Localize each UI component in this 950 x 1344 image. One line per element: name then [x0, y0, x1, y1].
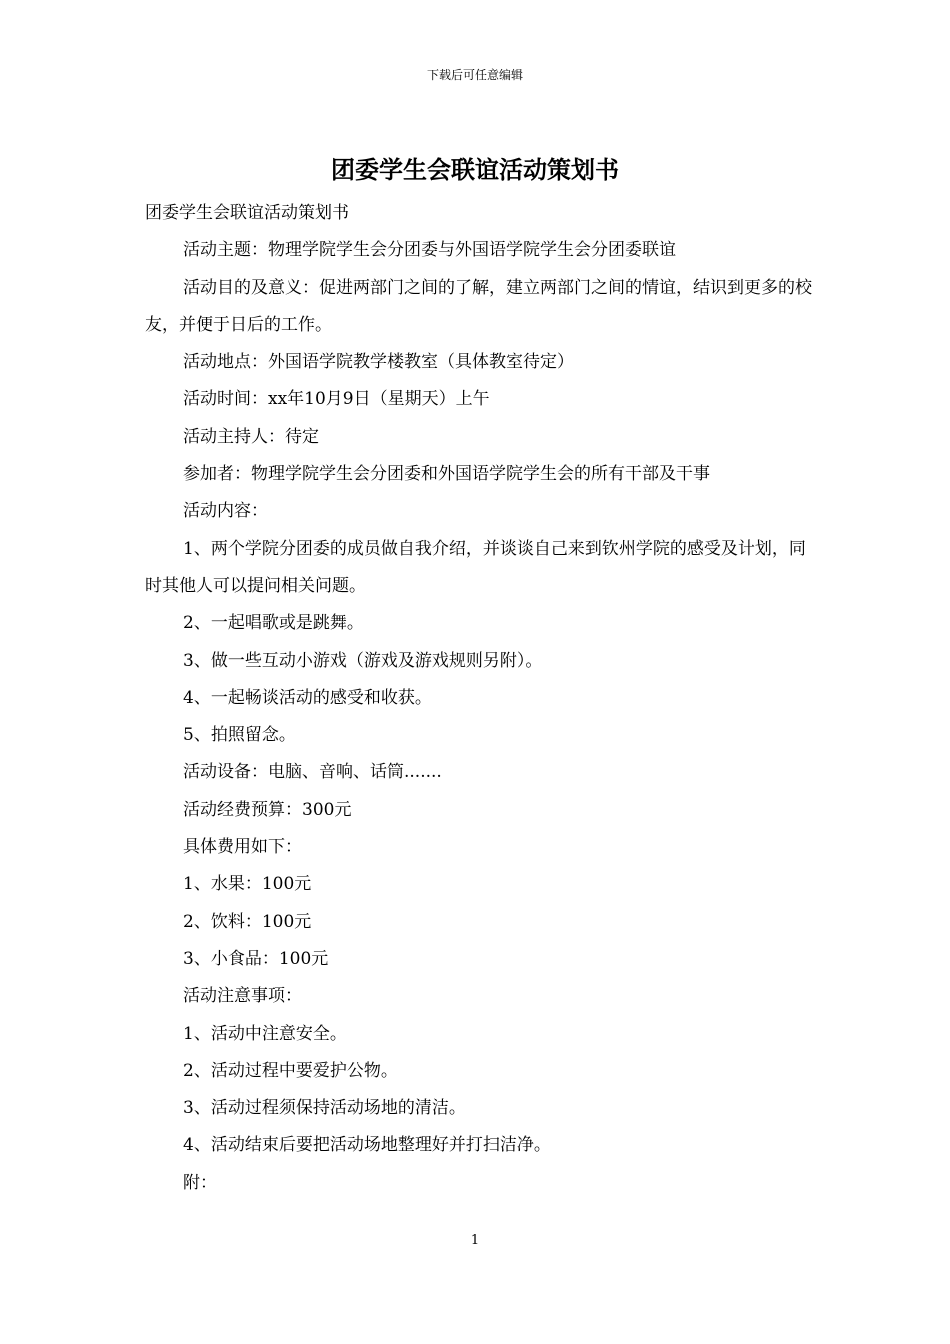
document-title: 团委学生会联谊活动策划书	[331, 155, 619, 184]
paragraph-notes-heading: 活动注意事项：	[183, 986, 302, 1007]
paragraph-equipment: 活动设备：电脑、音响、话筒.......	[183, 762, 442, 783]
document-body	[145, 195, 813, 1202]
paragraph-location: 活动地点：外国语学院教学楼教室（具体教室待定）	[183, 352, 574, 373]
paragraph-costs-heading: 具体费用如下：	[183, 837, 302, 858]
paragraph-subtitle: 团委学生会联谊活动策划书	[145, 203, 349, 223]
paragraph-host: 活动主持人：待定	[183, 426, 319, 447]
paragraph-content-heading: 活动内容：	[183, 501, 268, 522]
list-item: 3、活动过程须保持活动场地的清洁。	[183, 1098, 466, 1119]
list-item: 3、做一些互动小游戏（游戏及游戏规则另附）。	[183, 650, 543, 671]
list-item: 2、饮料：100元	[183, 911, 312, 932]
paragraph-budget: 活动经费预算：300元	[183, 799, 352, 820]
list-item: 2、活动过程中要爱护公物。	[183, 1060, 398, 1081]
list-item: 1、活动中注意安全。	[183, 1023, 347, 1044]
paragraph-purpose: 活动目的及意义：促进两部门之间的了解，建立两部门之间的情谊，结识到更多的校友，并便于日后的工作。	[145, 277, 812, 335]
paragraph-theme: 活动主题：物理学院学生会分团委与外国语学院学生会分团委联谊	[183, 240, 676, 261]
list-item: 2、一起唱歌或是跳舞。	[183, 613, 364, 634]
paragraph-appendix: 附：	[183, 1172, 217, 1193]
list-item: 1、水果：100元	[183, 874, 312, 895]
list-item: 4、活动结束后要把活动场地整理好并打扫洁净。	[183, 1135, 551, 1156]
paragraph-time: 活动时间：xx年10月9日（星期天）上午	[183, 389, 490, 410]
list-item: 3、小食品：100元	[183, 948, 329, 969]
paragraph-participants: 参加者：物理学院学生会分团委和外国语学院学生会的所有干部及干事	[183, 464, 710, 485]
list-item: 4、一起畅谈活动的感受和收获。	[183, 687, 432, 708]
list-item: 1、两个学院分团委的成员做自我介绍，并谈谈自己来到钦州学院的感受及计划，同时其他人可以提问相关问题。	[145, 538, 806, 596]
page-header: 下载后可任意编辑	[426, 68, 523, 82]
page-number: 1	[470, 1233, 480, 1248]
list-item: 5、拍照留念。	[183, 725, 296, 746]
